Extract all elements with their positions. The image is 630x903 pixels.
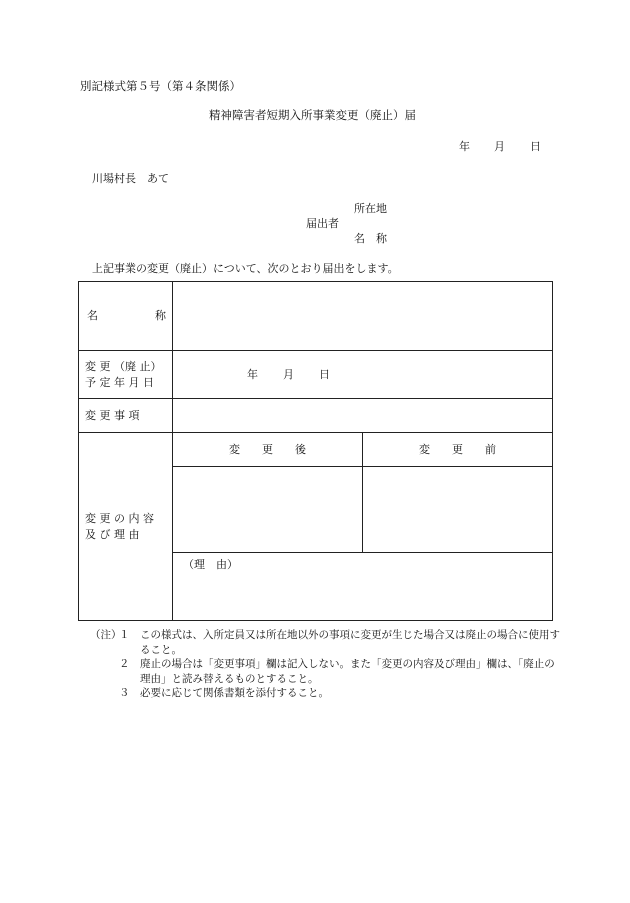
date-day: 日 (530, 140, 541, 153)
note-number-2: ２ (119, 658, 130, 670)
planned-year: 年 (247, 367, 258, 381)
note-item-3 (90, 686, 560, 701)
notes (90, 628, 560, 701)
planned-month: 月 (283, 367, 294, 381)
content-label-cell (79, 433, 173, 621)
name-label-cell (79, 282, 173, 351)
note-text-3: 必要に応じて関係書類を添付すること。 (140, 687, 329, 699)
after-value-cell[interactable] (173, 467, 363, 553)
row-name (79, 282, 553, 351)
intro-text: 上記事業の変更（廃止）について、次のとおり届出をします。 (92, 262, 399, 275)
note-number-3: ３ (119, 687, 130, 699)
name-label: 名 称 (354, 232, 387, 245)
after-header: 変 更 後 (173, 433, 363, 467)
before-header: 変 更 前 (363, 433, 553, 467)
addressee: 川場村長 あて (92, 172, 169, 185)
note-text-2: 廃止の場合は「変更事項」欄は記入しない。また「変更の内容及び理由」欄は、「廃止の理由」と読み替えるものとすること。 (140, 658, 555, 685)
date-year: 年 (459, 140, 470, 153)
note-number-1: １ (119, 629, 130, 641)
date-month: 月 (494, 140, 505, 153)
note-text-1: この様式は、入所定員又は所在地以外の事項に変更が生じた場合又は廃止の場合に使用すること。 (140, 629, 560, 656)
name-label-a: 名 (87, 309, 98, 322)
content-label-2: 及 び 理 由 (85, 527, 140, 541)
content-label-1: 変 更 の 内 容 (85, 511, 154, 525)
document-title: 精神障害者短期入所事業変更（廃止）届 (209, 108, 416, 122)
address-label: 所在地 (354, 202, 387, 215)
name-value-cell[interactable] (173, 282, 553, 351)
applicant-role-label: 届出者 (306, 217, 339, 230)
row-content-header (79, 433, 553, 467)
name-label-b: 称 (155, 309, 166, 322)
planned-date-label-1: 変 更 （廃 止） (85, 359, 162, 373)
planned-date-label-cell (79, 351, 173, 399)
notification-form-table (78, 281, 553, 621)
row-change-item (79, 399, 553, 433)
notes-prefix: （注） (90, 629, 122, 641)
planned-day: 日 (319, 367, 330, 381)
planned-date-label-2: 予 定 年 月 日 (85, 375, 154, 389)
reason-label: （理 由） (183, 558, 238, 571)
note-item-1 (90, 628, 560, 657)
change-item-value-cell[interactable] (173, 399, 553, 433)
planned-date-value-cell[interactable] (173, 351, 553, 399)
row-planned-date (79, 351, 553, 399)
note-item-2 (90, 657, 560, 686)
reason-cell[interactable] (173, 553, 553, 621)
change-item-label: 変 更 事 項 (79, 399, 173, 433)
before-value-cell[interactable] (363, 467, 553, 553)
form-number: 別記様式第５号（第４条関係） (80, 79, 241, 93)
